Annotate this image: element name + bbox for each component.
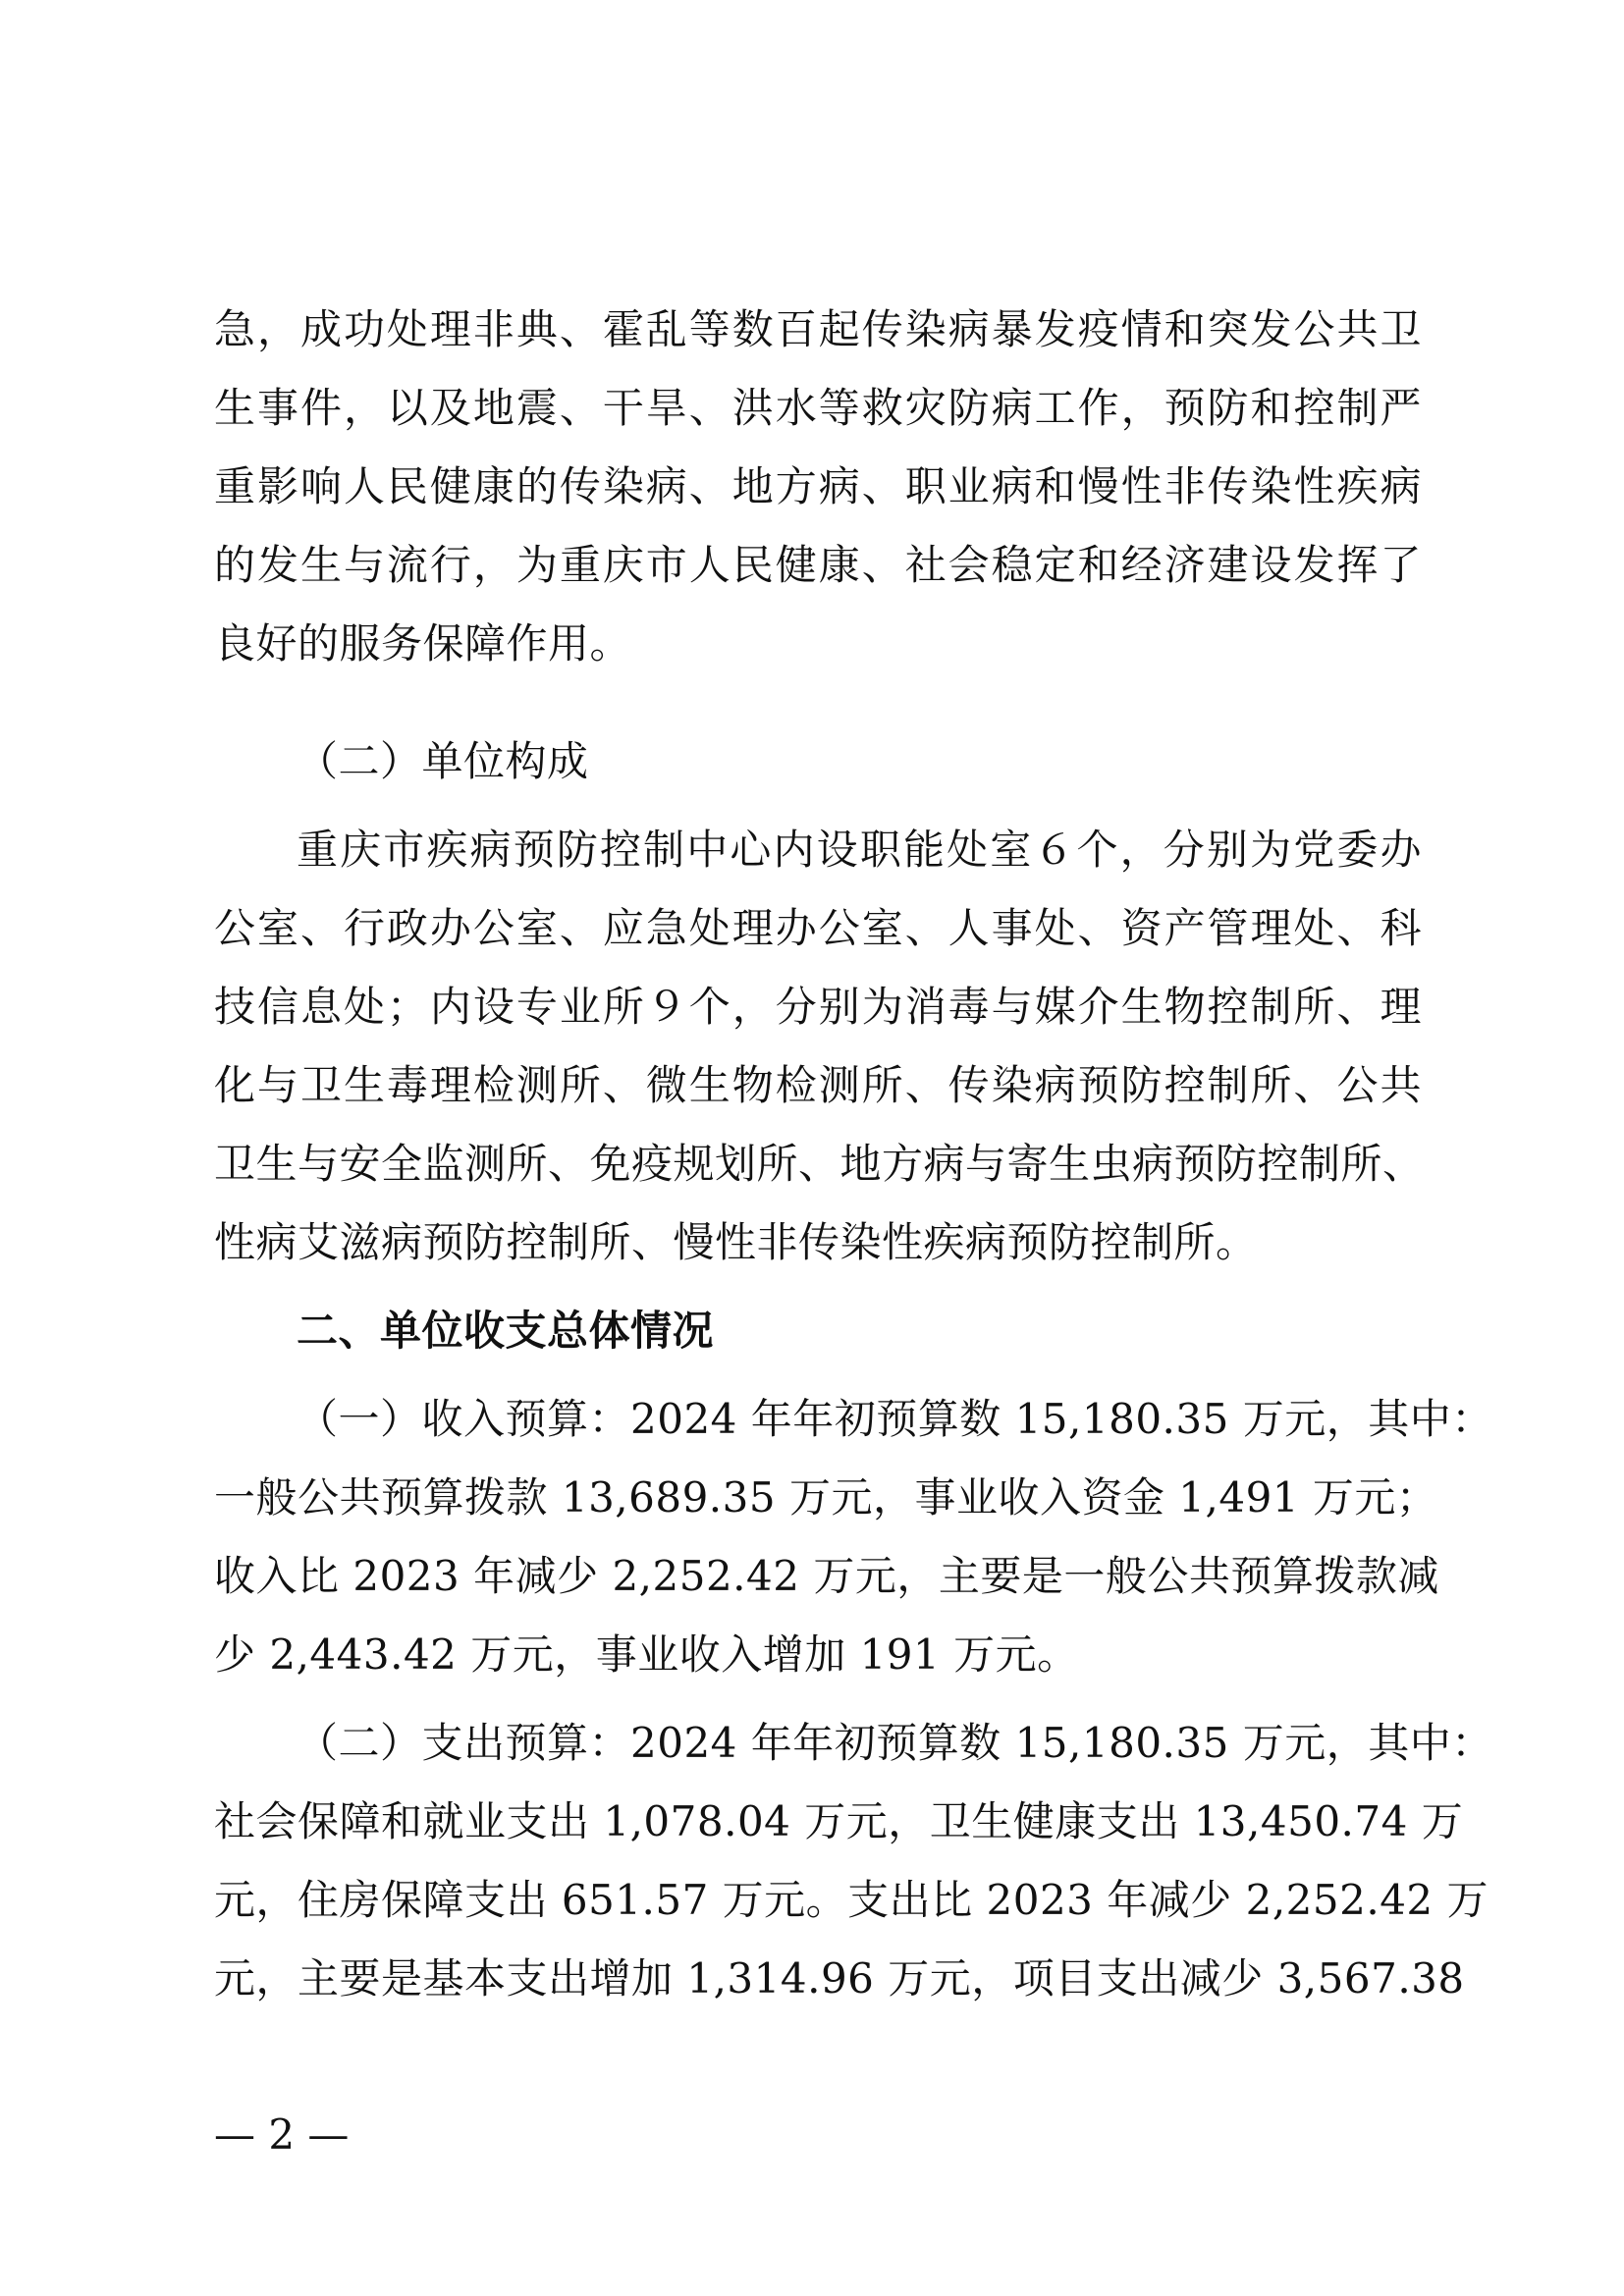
body-text-line: 生事件，以及地震、干旱、洪水等救灾防病工作，预防和控制严 xyxy=(214,384,1422,432)
body-text-line: 一般公共预算拨款 13,689.35 万元，事业收入资金 1,491 万元； xyxy=(214,1473,1438,1522)
body-text-line: 急，成功处理非典、霍乱等数百起传染病暴发疫情和突发公共卫 xyxy=(214,305,1422,353)
body-text-line: 少 2,443.42 万元，事业收入增加 191 万元。 xyxy=(214,1630,1079,1679)
body-text-line: （一）收入预算：2024 年年初预算数 15,180.35 万元，其中： xyxy=(297,1395,1493,1443)
body-text-line: 重庆市疾病预防控制中心内设职能处室６个，分别为党委办 xyxy=(297,826,1422,874)
body-text-line: 良好的服务保障作用。 xyxy=(214,619,632,667)
body-text-line: 重影响人民健康的传染病、地方病、职业病和慢性非传染性疾病 xyxy=(214,462,1422,510)
section-heading: 二、单位收支总体情况 xyxy=(297,1307,715,1355)
body-text-line: 技信息处；内设专业所９个，分别为消毒与媒介生物控制所、理 xyxy=(214,983,1422,1031)
body-text-line: （二）支出预算：2024 年年初预算数 15,180.35 万元，其中： xyxy=(297,1719,1493,1767)
page-number: — 2 — xyxy=(214,2110,350,2159)
body-text-line: 卫生与安全监测所、免疫规划所、地方病与寄生虫病预防控制所、 xyxy=(214,1140,1425,1188)
body-text-line: 社会保障和就业支出 1,078.04 万元，卫生健康支出 13,450.74 万 xyxy=(214,1797,1464,1845)
body-text-line: 元，住房保障支出 651.57 万元。支出比 2023 年减少 2,252.42 万 xyxy=(214,1876,1489,1924)
body-text-line: 的发生与流行，为重庆市人民健康、社会稳定和经济建设发挥了 xyxy=(214,541,1422,589)
section-heading: （二）单位构成 xyxy=(297,737,589,785)
body-text-line: 收入比 2023 年减少 2,252.42 万元，主要是一般公共预算拨款减 xyxy=(214,1552,1439,1600)
body-text-line: 性病艾滋病预防控制所、慢性非传染性疾病预防控制所。 xyxy=(214,1218,1258,1266)
body-text-line: 公室、行政办公室、应急处理办公室、人事处、资产管理处、科 xyxy=(214,904,1422,952)
body-text-line: 化与卫生毒理检测所、微生物检测所、传染病预防控制所、公共 xyxy=(214,1061,1422,1109)
body-text-line: 元，主要是基本支出增加 1,314.96 万元，项目支出减少 3,567.38 xyxy=(214,1954,1465,2002)
